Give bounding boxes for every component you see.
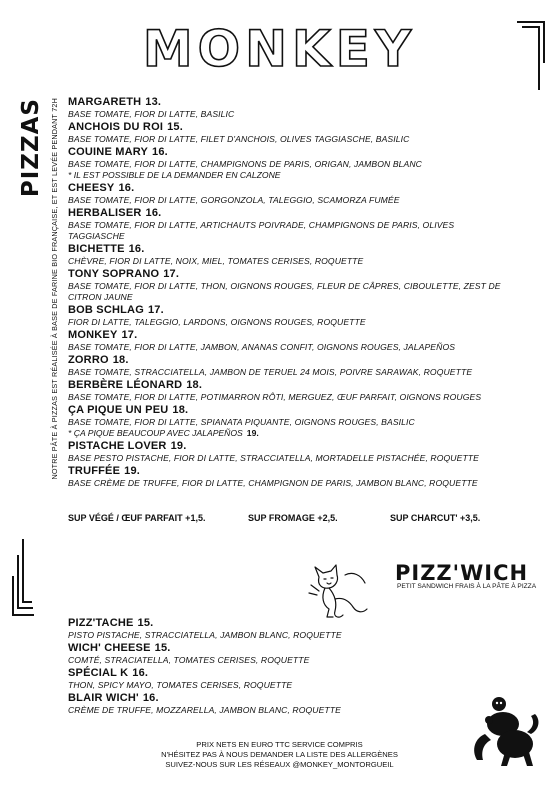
footer-line-prices: PRIX NETS EN EURO TTC SERVICE COMPRIS bbox=[196, 740, 363, 749]
pizzwich-subtitle: PETIT SANDWICH FRAIS À LA PÂTE À PIZZA bbox=[397, 583, 537, 590]
pizza-item-price: 17. bbox=[121, 329, 138, 341]
pizza-item-title bbox=[68, 207, 508, 220]
pizza-item-name: ÇA PIQUE UN PEU bbox=[68, 404, 169, 416]
pizza-item-price: 18. bbox=[172, 404, 189, 416]
pizzwich-item bbox=[68, 692, 448, 716]
pizza-item-description: CHÈVRE, FIOR DI LATTE, NOIX, MIEL, TOMATES CERISES, ROQUETTE bbox=[68, 256, 364, 266]
pizza-item bbox=[68, 379, 508, 403]
pizza-item-note-price: 19. bbox=[246, 428, 259, 438]
pizza-item-price: 16. bbox=[145, 207, 162, 219]
pizza-item-name: MONKEY bbox=[68, 329, 118, 341]
pizza-item-name: PISTACHE LOVER bbox=[68, 440, 167, 452]
pizza-item-name: MARGARETH bbox=[68, 96, 142, 108]
pizza-item bbox=[68, 146, 508, 181]
pizzas-title: PIZZAS bbox=[18, 98, 44, 198]
pizza-item-price: 18. bbox=[112, 354, 129, 366]
brand-logo bbox=[0, 20, 559, 78]
dough-note: NOTRE PÂTE À PIZZAS EST RÉALISÉE À BASE DE FARINE BIO FRANÇAISE, ET EST LEVÉE PENDANT 72H bbox=[50, 98, 59, 480]
pizza-item bbox=[68, 268, 508, 303]
pizza-item-description: BASE TOMATE, FIOR DI LATTE, POTIMARRON RÔTI, MERGUEZ, ŒUF PARFAIT, OIGNONS ROUGES bbox=[68, 392, 482, 402]
pizzwich-item bbox=[68, 617, 448, 641]
pizzwich-item-price: 16. bbox=[132, 667, 149, 679]
pizzwich-menu-list bbox=[68, 617, 448, 717]
pizza-item bbox=[68, 207, 508, 242]
pizza-item-description: BASE CRÈME DE TRUFFE, FIOR DI LATTE, CHAMPIGNON DE PARIS, JAMBON BLANC, ROQUETTE bbox=[68, 478, 478, 488]
pizza-item-description: BASE TOMATE, FIOR DI LATTE, SPIANATA PIQUANTE, OIGNONS ROUGES, BASILIC bbox=[68, 417, 415, 427]
footer bbox=[0, 740, 559, 770]
pizzwich-item-title bbox=[68, 642, 448, 655]
pizza-item-title bbox=[68, 121, 508, 134]
pizza-item-title bbox=[68, 96, 508, 109]
pizza-item-title bbox=[68, 354, 508, 367]
pizza-item-price: 16. bbox=[128, 243, 145, 255]
pizza-item-title bbox=[68, 304, 508, 317]
pizzwich-item-description: PISTO PISTACHE, STRACCIATELLA, JAMBON BLANC, ROQUETTE bbox=[68, 630, 342, 640]
footer-line-allergens: N'HÉSITEZ PAS À NOUS DEMANDER LA LISTE DES ALLERGÈNES bbox=[161, 750, 398, 759]
pizza-item-price: 16. bbox=[118, 182, 135, 194]
pizza-item bbox=[68, 243, 508, 267]
pizza-item-note-text: * ÇA PIQUE BEAUCOUP AVEC JALAPEÑOS bbox=[68, 428, 243, 438]
supplement-vege: SUP VÉGÉ / ŒUF PARFAIT +1,5. bbox=[68, 513, 206, 523]
pizzwich-item-name: WICH' CHEESE bbox=[68, 642, 151, 654]
pizza-item-title bbox=[68, 404, 508, 417]
pizza-item-price: 16. bbox=[152, 146, 168, 158]
pizza-item-note-text: * IL EST POSSIBLE DE LA DEMANDER EN CALZONE bbox=[68, 170, 281, 180]
pizza-item-price: 19. bbox=[170, 440, 187, 452]
pizzwich-item-name: BLAIR WICH' bbox=[68, 692, 139, 704]
pizza-item-note bbox=[68, 170, 508, 181]
pizzwich-item-title bbox=[68, 617, 448, 630]
pizza-item-title bbox=[68, 440, 508, 453]
pizza-item-description: BASE TOMATE, STRACCIATELLA, JAMBON DE TERUEL 24 MOIS, POIVRE SARAWAK, ROQUETTE bbox=[68, 367, 473, 377]
pizza-item-description: BASE TOMATE, FIOR DI LATTE, BASILIC bbox=[68, 109, 235, 119]
pizza-item-description: BASE PESTO PISTACHE, FIOR DI LATTE, STRACCIATELLA, MORTADELLE PISTACHÉE, ROQUETTE bbox=[68, 453, 479, 463]
pizza-item bbox=[68, 96, 508, 120]
pizzwich-title: PIZZ'WICH bbox=[395, 561, 529, 585]
pizzwich-item-name: PIZZ'TACHE bbox=[68, 617, 134, 629]
pizza-item-title bbox=[68, 243, 508, 256]
supplement-charcut: SUP CHARCUT' +3,5. bbox=[390, 513, 481, 523]
pizza-item-title bbox=[68, 182, 508, 195]
pizzwich-item-price: 16. bbox=[142, 692, 159, 704]
pizzwich-item bbox=[68, 642, 448, 666]
pizza-item bbox=[68, 121, 508, 145]
pizza-item-note bbox=[68, 428, 508, 439]
pizzwich-item-title bbox=[68, 692, 448, 705]
pizza-item bbox=[68, 182, 508, 206]
pizza-item bbox=[68, 404, 508, 439]
pizza-item bbox=[68, 465, 508, 489]
pizzwich-item-price: 15. bbox=[154, 642, 171, 654]
pizza-item-price: 19. bbox=[124, 465, 141, 477]
pizza-item-name: HERBALISER bbox=[68, 207, 142, 219]
pizzwich-item-title bbox=[68, 667, 448, 680]
pizza-menu-list bbox=[68, 96, 508, 490]
pizza-item-description: BASE TOMATE, FIOR DI LATTE, THON, OIGNONS ROUGES, FLEUR DE CÂPRES, CIBOULETTE, ZEST DE CITRON JAUNE bbox=[68, 281, 501, 302]
pizza-item-description: BASE TOMATE, FIOR DI LATTE, JAMBON, ANANAS CONFIT, OIGNONS ROUGES, JALAPEÑOS bbox=[68, 342, 456, 352]
pizzwich-item-description: THON, SPICY MAYO, TOMATES CERISES, ROQUETTE bbox=[68, 680, 293, 690]
pizza-item-description: BASE TOMATE, FIOR DI LATTE, CHAMPIGNONS DE PARIS, ORIGAN, JAMBON BLANC bbox=[68, 159, 422, 169]
pizza-item bbox=[68, 329, 508, 353]
pizza-item-name: TONY SOPRANO bbox=[68, 268, 160, 280]
pizzwich-item bbox=[68, 667, 448, 691]
pizza-item-title bbox=[68, 329, 508, 342]
pizza-item-name: ZORRO bbox=[68, 354, 109, 366]
pizza-item-title bbox=[68, 465, 508, 478]
pizza-item-price: 17. bbox=[163, 268, 180, 280]
pizza-item-price: 15. bbox=[167, 121, 183, 133]
pizzwich-item-description: CRÈME DE TRUFFE, MOZZARELLA, JAMBON BLANC, ROQUETTE bbox=[68, 705, 341, 715]
pizza-item bbox=[68, 354, 508, 378]
pizza-item-description: BASE TOMATE, FIOR DI LATTE, ARTICHAUTS POIVRADE, CHAMPIGNONS DE PARIS, OLIVES TAGGIASCHE bbox=[68, 220, 455, 241]
cat-illustration-icon bbox=[305, 563, 375, 623]
pizza-item-description: BASE TOMATE, FIOR DI LATTE, GORGONZOLA, TALEGGIO, SCAMORZA FUMÉE bbox=[68, 195, 400, 205]
brand-name: MONKEY bbox=[142, 20, 417, 78]
pizza-item-title bbox=[68, 268, 508, 281]
pizzwich-item-description: COMTÉ, STRACIATELLA, TOMATES CERISES, ROQUETTE bbox=[68, 655, 310, 665]
pizza-item bbox=[68, 440, 508, 464]
pizza-item-title bbox=[68, 379, 508, 392]
pizza-item-name: COUINE MARY bbox=[68, 146, 149, 158]
pizza-item bbox=[68, 304, 508, 328]
pizza-item-name: TRUFFÉE bbox=[68, 465, 121, 477]
footer-line-social: SUIVEZ-NOUS SUR LES RÉSEAUX @MONKEY_MONTORGUEIL bbox=[165, 760, 394, 769]
pizza-item-price: 18. bbox=[186, 379, 203, 391]
pizza-item-name: BICHETTE bbox=[68, 243, 125, 255]
pizzas-vertical-label bbox=[18, 98, 68, 488]
pizza-item-description: FIOR DI LATTE, TALEGGIO, LARDONS, OIGNONS ROUGES, ROQUETTE bbox=[68, 317, 366, 327]
pizzwich-item-price: 15. bbox=[137, 617, 154, 629]
pizzwich-item-name: SPÉCIAL K bbox=[68, 667, 129, 679]
pizza-item-price: 17. bbox=[147, 304, 164, 316]
pizza-item-name: ANCHOIS DU ROI bbox=[68, 121, 164, 133]
corner-frame-bottom-left-inner bbox=[22, 539, 32, 603]
pizza-item-title bbox=[68, 146, 508, 159]
pizza-item-name: BERBÈRE LÉONARD bbox=[68, 379, 183, 391]
pizza-item-price: 13. bbox=[145, 96, 162, 108]
pizza-item-name: CHEESY bbox=[68, 182, 115, 194]
supplement-fromage: SUP FROMAGE +2,5. bbox=[248, 513, 338, 523]
pizza-item-description: BASE TOMATE, FIOR DI LATTE, FILET D'ANCHOIS, OLIVES TAGGIASCHE, BASILIC bbox=[68, 134, 410, 144]
pizza-item-name: BOB SCHLAG bbox=[68, 304, 144, 316]
